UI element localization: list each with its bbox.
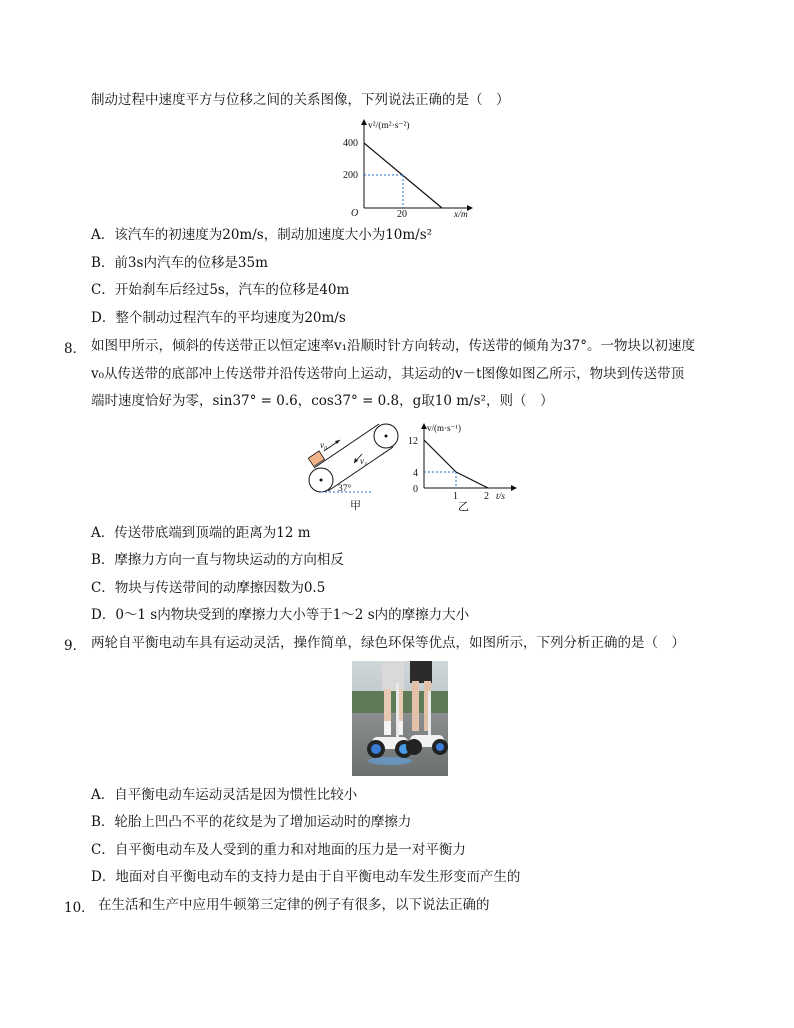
jia-v1-label: v₁ bbox=[360, 456, 368, 466]
q8-stem-line-2: v₀从传送带的底部冲上传送带并沿传送带向上运动，其运动的v－t图像如图乙所示，物块到传送带顶 bbox=[91, 366, 685, 382]
q8-stem-line-3: 端时速度恰好为零，sin37° = 0.6，cos37° = 0.8，g取10 m/s²，则（ ） bbox=[91, 393, 554, 409]
q8-number: 8． bbox=[64, 341, 87, 357]
yi-y-tick-4: 4 bbox=[413, 468, 418, 479]
yi-y-label: v/(m·s⁻¹) bbox=[427, 423, 461, 433]
q10-stem: 在生活和生产中应用牛顿第三定律的例子有很多，以下说法正确的 bbox=[98, 897, 490, 913]
q7-option-a: A．该汽车的初速度为20m/s，制动加速度大小为10m/s² bbox=[91, 227, 433, 243]
q7-stem: 制动过程中速度平方与位移之间的关系图像，下列说法正确的是（ ） bbox=[91, 92, 510, 108]
jia-angle-label: 37° bbox=[338, 484, 352, 494]
jia-v0-label: v₀ bbox=[320, 440, 328, 450]
yi-x-tick-1: 1 bbox=[453, 491, 458, 502]
yi-segment-2 bbox=[456, 472, 488, 488]
yi-segment-1 bbox=[424, 440, 456, 472]
yi-y-tick-0: 0 bbox=[413, 484, 418, 495]
q7-option-c: C．开始刹车后经过5s，汽车的位移是40m bbox=[91, 282, 350, 298]
q8-figure-yi bbox=[404, 420, 520, 512]
q7-option-b: B．前3s内汽车的位移是35m bbox=[91, 255, 268, 271]
q9-option-b: B．轮胎上凹凸不平的花纹是为了增加运动时的摩擦力 bbox=[91, 814, 412, 830]
yi-x-label: t/s bbox=[496, 492, 505, 502]
self-balancing-scooter-photo bbox=[352, 661, 448, 776]
q8-stem-line-1: 如图甲所示，倾斜的传送带正以恒定速率v₁沿顺时针方向转动，传送带的倾角为37°。一物块以初速度 bbox=[91, 338, 695, 354]
q7-y-label: v²/(m²·s⁻²) bbox=[368, 121, 410, 131]
q9-option-d: D．地面对自平衡电动车的支持力是由于自平衡电动车发生形变而产生的 bbox=[91, 869, 521, 885]
q9-option-a: A．自平衡电动车运动灵活是因为惯性比较小 bbox=[91, 787, 358, 803]
q9-number: 9． bbox=[64, 638, 87, 654]
yi-x-tick-2: 2 bbox=[484, 491, 489, 502]
q7-option-d: D．整个制动过程汽车的平均速度为20m/s bbox=[91, 310, 346, 326]
q8-option-a: A．传送带底端到顶端的距离为12 m bbox=[91, 525, 311, 541]
q8-figure-jia bbox=[300, 414, 400, 512]
yi-caption: 乙 bbox=[458, 501, 469, 512]
yi-y-tick-12: 12 bbox=[408, 436, 418, 447]
q9-stem: 两轮自平衡电动车具有运动灵活，操作简单，绿色环保等优点，如图所示，下列分析正确的是（ ） bbox=[91, 635, 685, 651]
block bbox=[308, 451, 324, 467]
q8-option-d: D．0～1 s内物块受到的摩擦力大小等于1～2 s内的摩擦力大小 bbox=[91, 607, 470, 623]
q7-origin: O bbox=[351, 208, 359, 219]
q7-v2-x-graph bbox=[338, 116, 478, 220]
q9-option-c: C．自平衡电动车及人受到的重力和对地面的压力是一对平衡力 bbox=[91, 842, 466, 858]
q10-number: 10． bbox=[64, 900, 95, 916]
jia-caption: 甲 bbox=[350, 500, 361, 512]
q7-y-tick-200: 200 bbox=[343, 170, 358, 181]
q8-option-c: C．物块与传送带间的动摩擦因数为0.5 bbox=[91, 580, 326, 596]
q8-option-b: B．摩擦力方向一直与物块运动的方向相反 bbox=[91, 552, 344, 568]
q7-y-tick-400: 400 bbox=[343, 138, 358, 149]
q7-x-label: x/m bbox=[454, 210, 468, 220]
q7-x-tick-20: 20 bbox=[397, 209, 407, 220]
